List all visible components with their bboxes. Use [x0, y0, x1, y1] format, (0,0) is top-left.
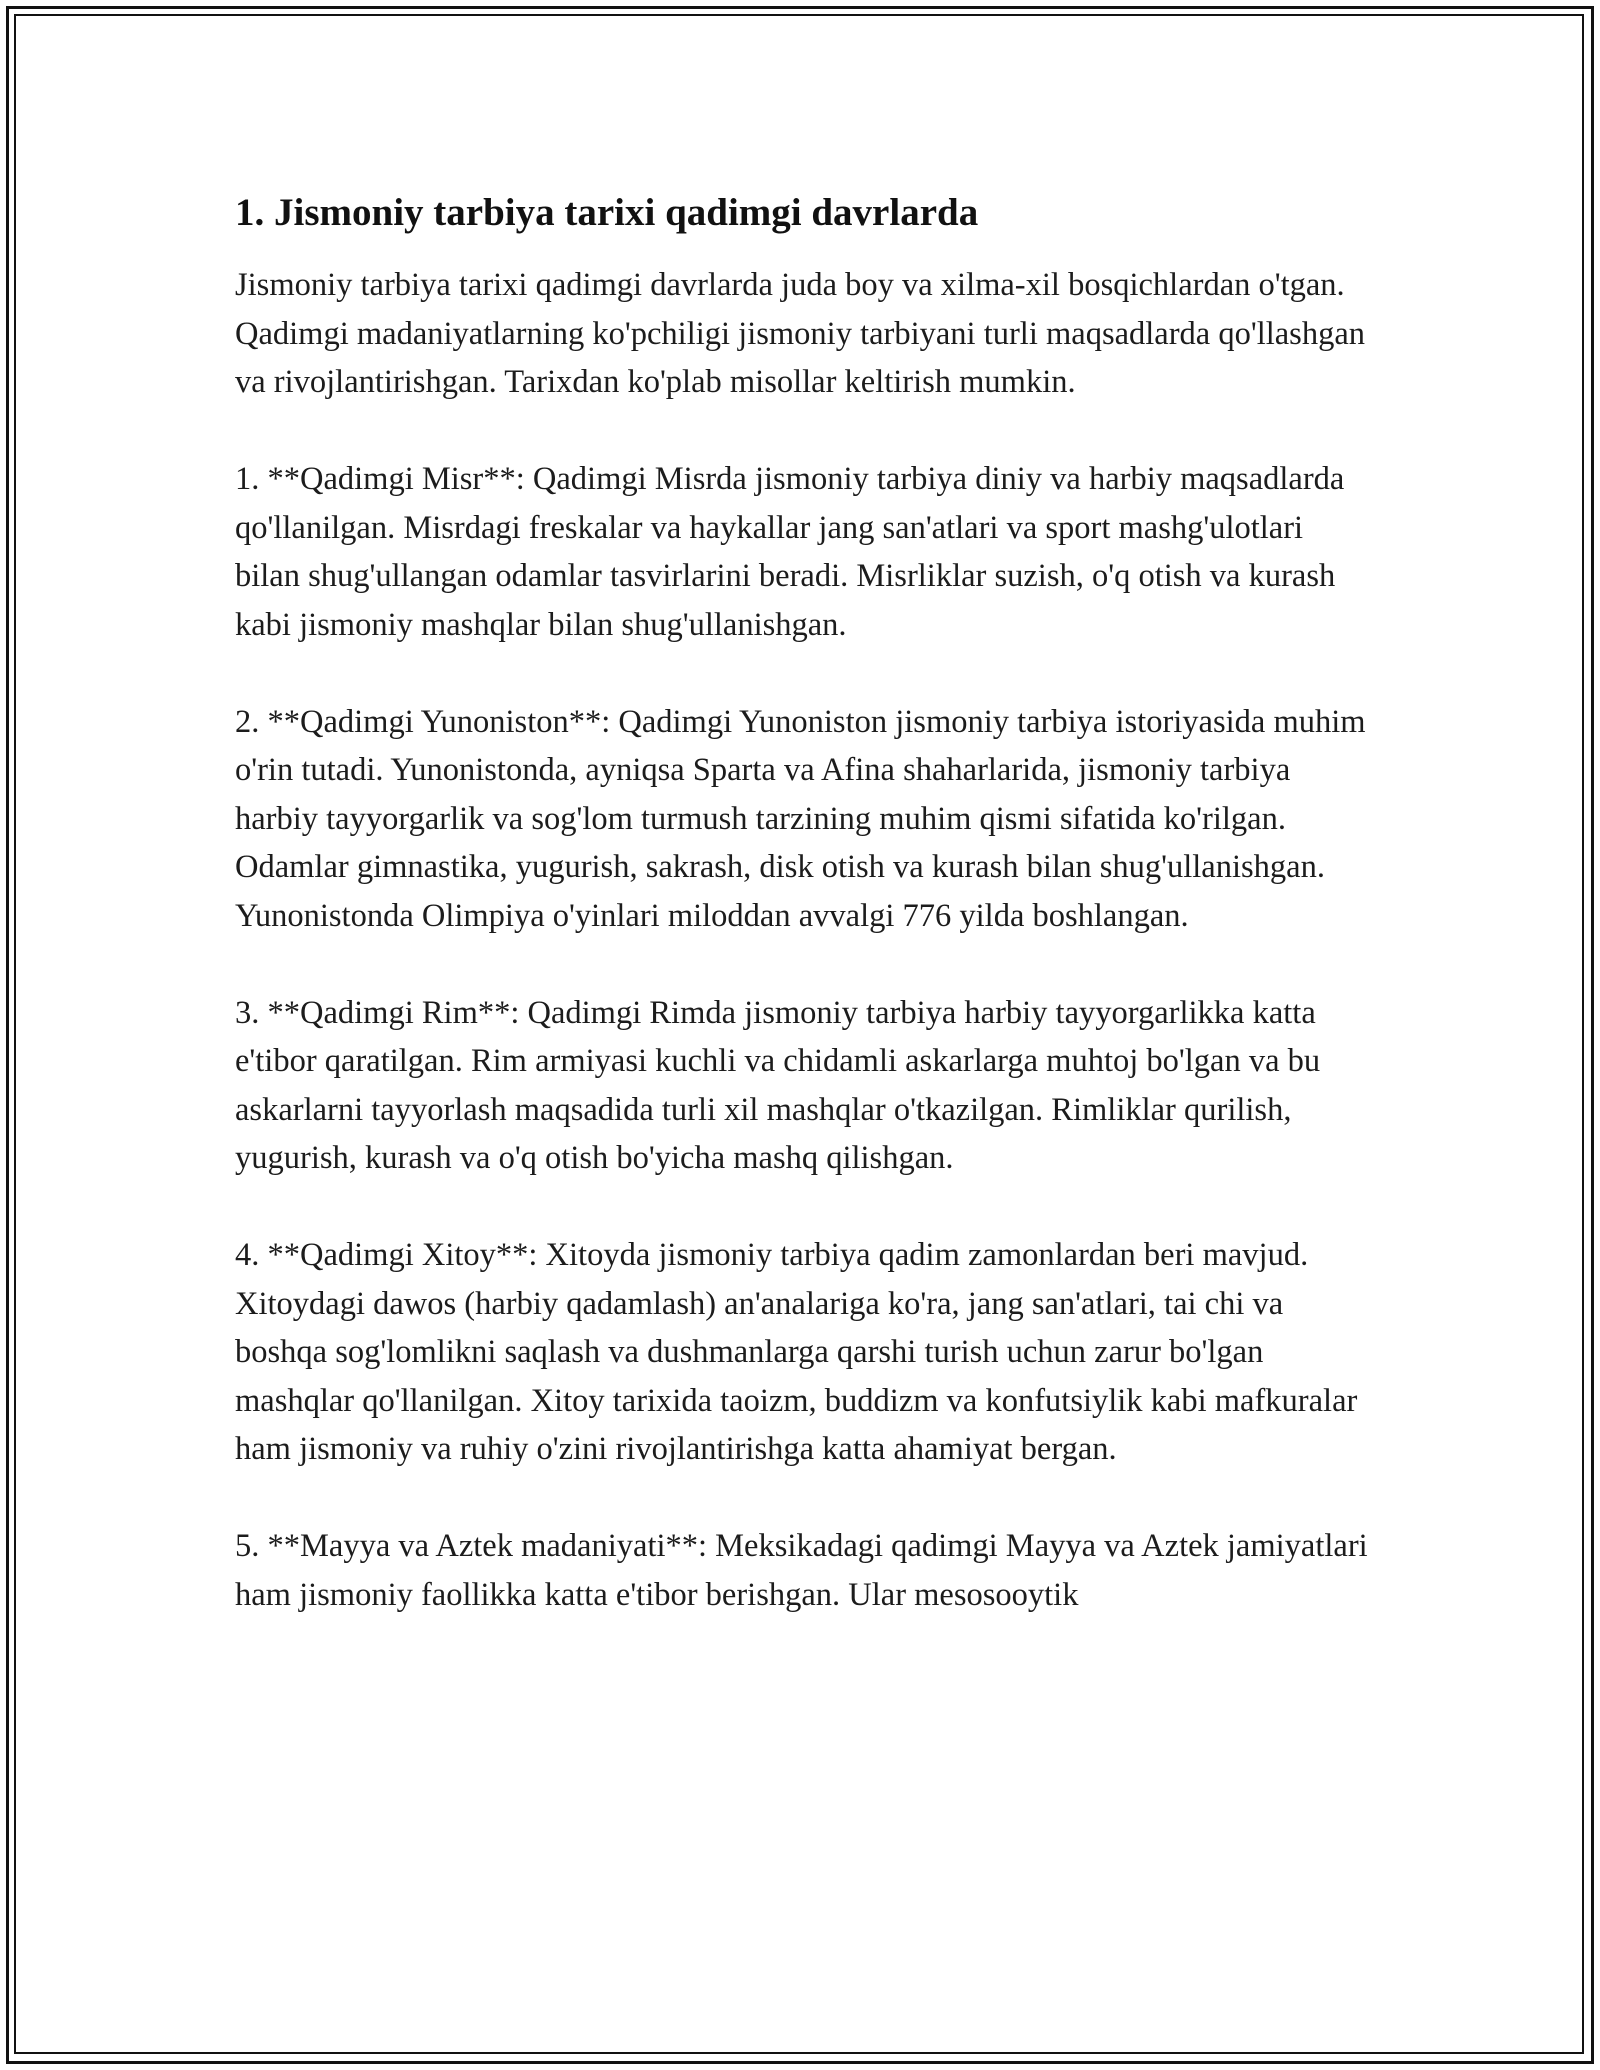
section-heading: 1. Jismoniy tarbiya tarixi qadimgi davrlarda: [235, 191, 979, 234]
paragraph-rome: 3. **Qadimgi Rim**: Qadimgi Rimda jismoniy tarbiya harbiy tayyorgarlikka katta e'tibor qaratilgan. Rim armiyasi kuchli va chidamli askarlarga muhtoj bo'lgan va bu askarlarni tayyorlash maqsadida turli xil mashqlar o'tkazilgan. Rimliklar qurilish, yugurish, kurash va o'q otish bo'yicha mashq qilishgan.: [235, 994, 1321, 1176]
paragraph-egypt: 1. **Qadimgi Misr**: Qadimgi Misrda jismoniy tarbiya diniy va harbiy maqsadlarda qo'llanilgan. Misrdagi freskalar va haykallar jang san'atlari va sport mashg'ulotlari bilan shug'ullangan odamlar tasvirlarini beradi. Misrliklar suzish, o'q otish va kurash kabi jismoniy mashqlar bilan shug'ullanishgan.: [235, 461, 1345, 643]
document-body: [235, 185, 1375, 1619]
paragraph-china: 4. **Qadimgi Xitoy**: Xitoyda jismoniy tarbiya qadim zamonlardan beri mavjud. Xitoydagi dawos (harbiy qadamlash) an'analariga ko'ra, jang san'atlari, tai chi va boshqa sog'lomlikni saqlash va dushmanlarga qarshi turish uchun zarur bo'lgan mashqlar qo'llanilgan. Xitoy tarixida taoizm, buddizm va konfutsiylik kabi mafkuralar ham jismoniy va ruhiy o'zini rivojlantirishga katta ahamiyat bergan.: [235, 1237, 1358, 1467]
intro-paragraph: Jismoniy tarbiya tarixi qadimgi davrlarda juda boy va xilma-xil bosqichlardan o'tgan. Qadimgi madaniyatlarning ko'pchiligi jismoniy tarbiyani turli maqsadlarda qo'llashgan va rivojlantirishgan. Tarixdan ko'plab misollar keltirish mumkin.: [235, 267, 1366, 400]
paragraph-maya-aztec: 5. **Mayya va Aztek madaniyati**: Meksikadagi qadimgi Mayya va Aztek jamiyatlari ham jismoniy faollikka katta e'tibor berishgan. Ular mesosooytik: [235, 1528, 1368, 1613]
paragraph-greece: 2. **Qadimgi Yunoniston**: Qadimgi Yunoniston jismoniy tarbiya istoriyasida muhim o'rin tutadi. Yunonistonda, ayniqsa Sparta va Afina shaharlarida, jismoniy tarbiya harbiy tayyorgarlik va sog'lom turmush tarzining muhim qismi sifatida ko'rilgan. Odamlar gimnastika, yugurish, sakrash, disk otish va kurash bilan shug'ullanishgan. Yunonistonda Olimpiya o'yinlari miloddan avvalgi 776 yilda boshlangan.: [235, 703, 1366, 934]
